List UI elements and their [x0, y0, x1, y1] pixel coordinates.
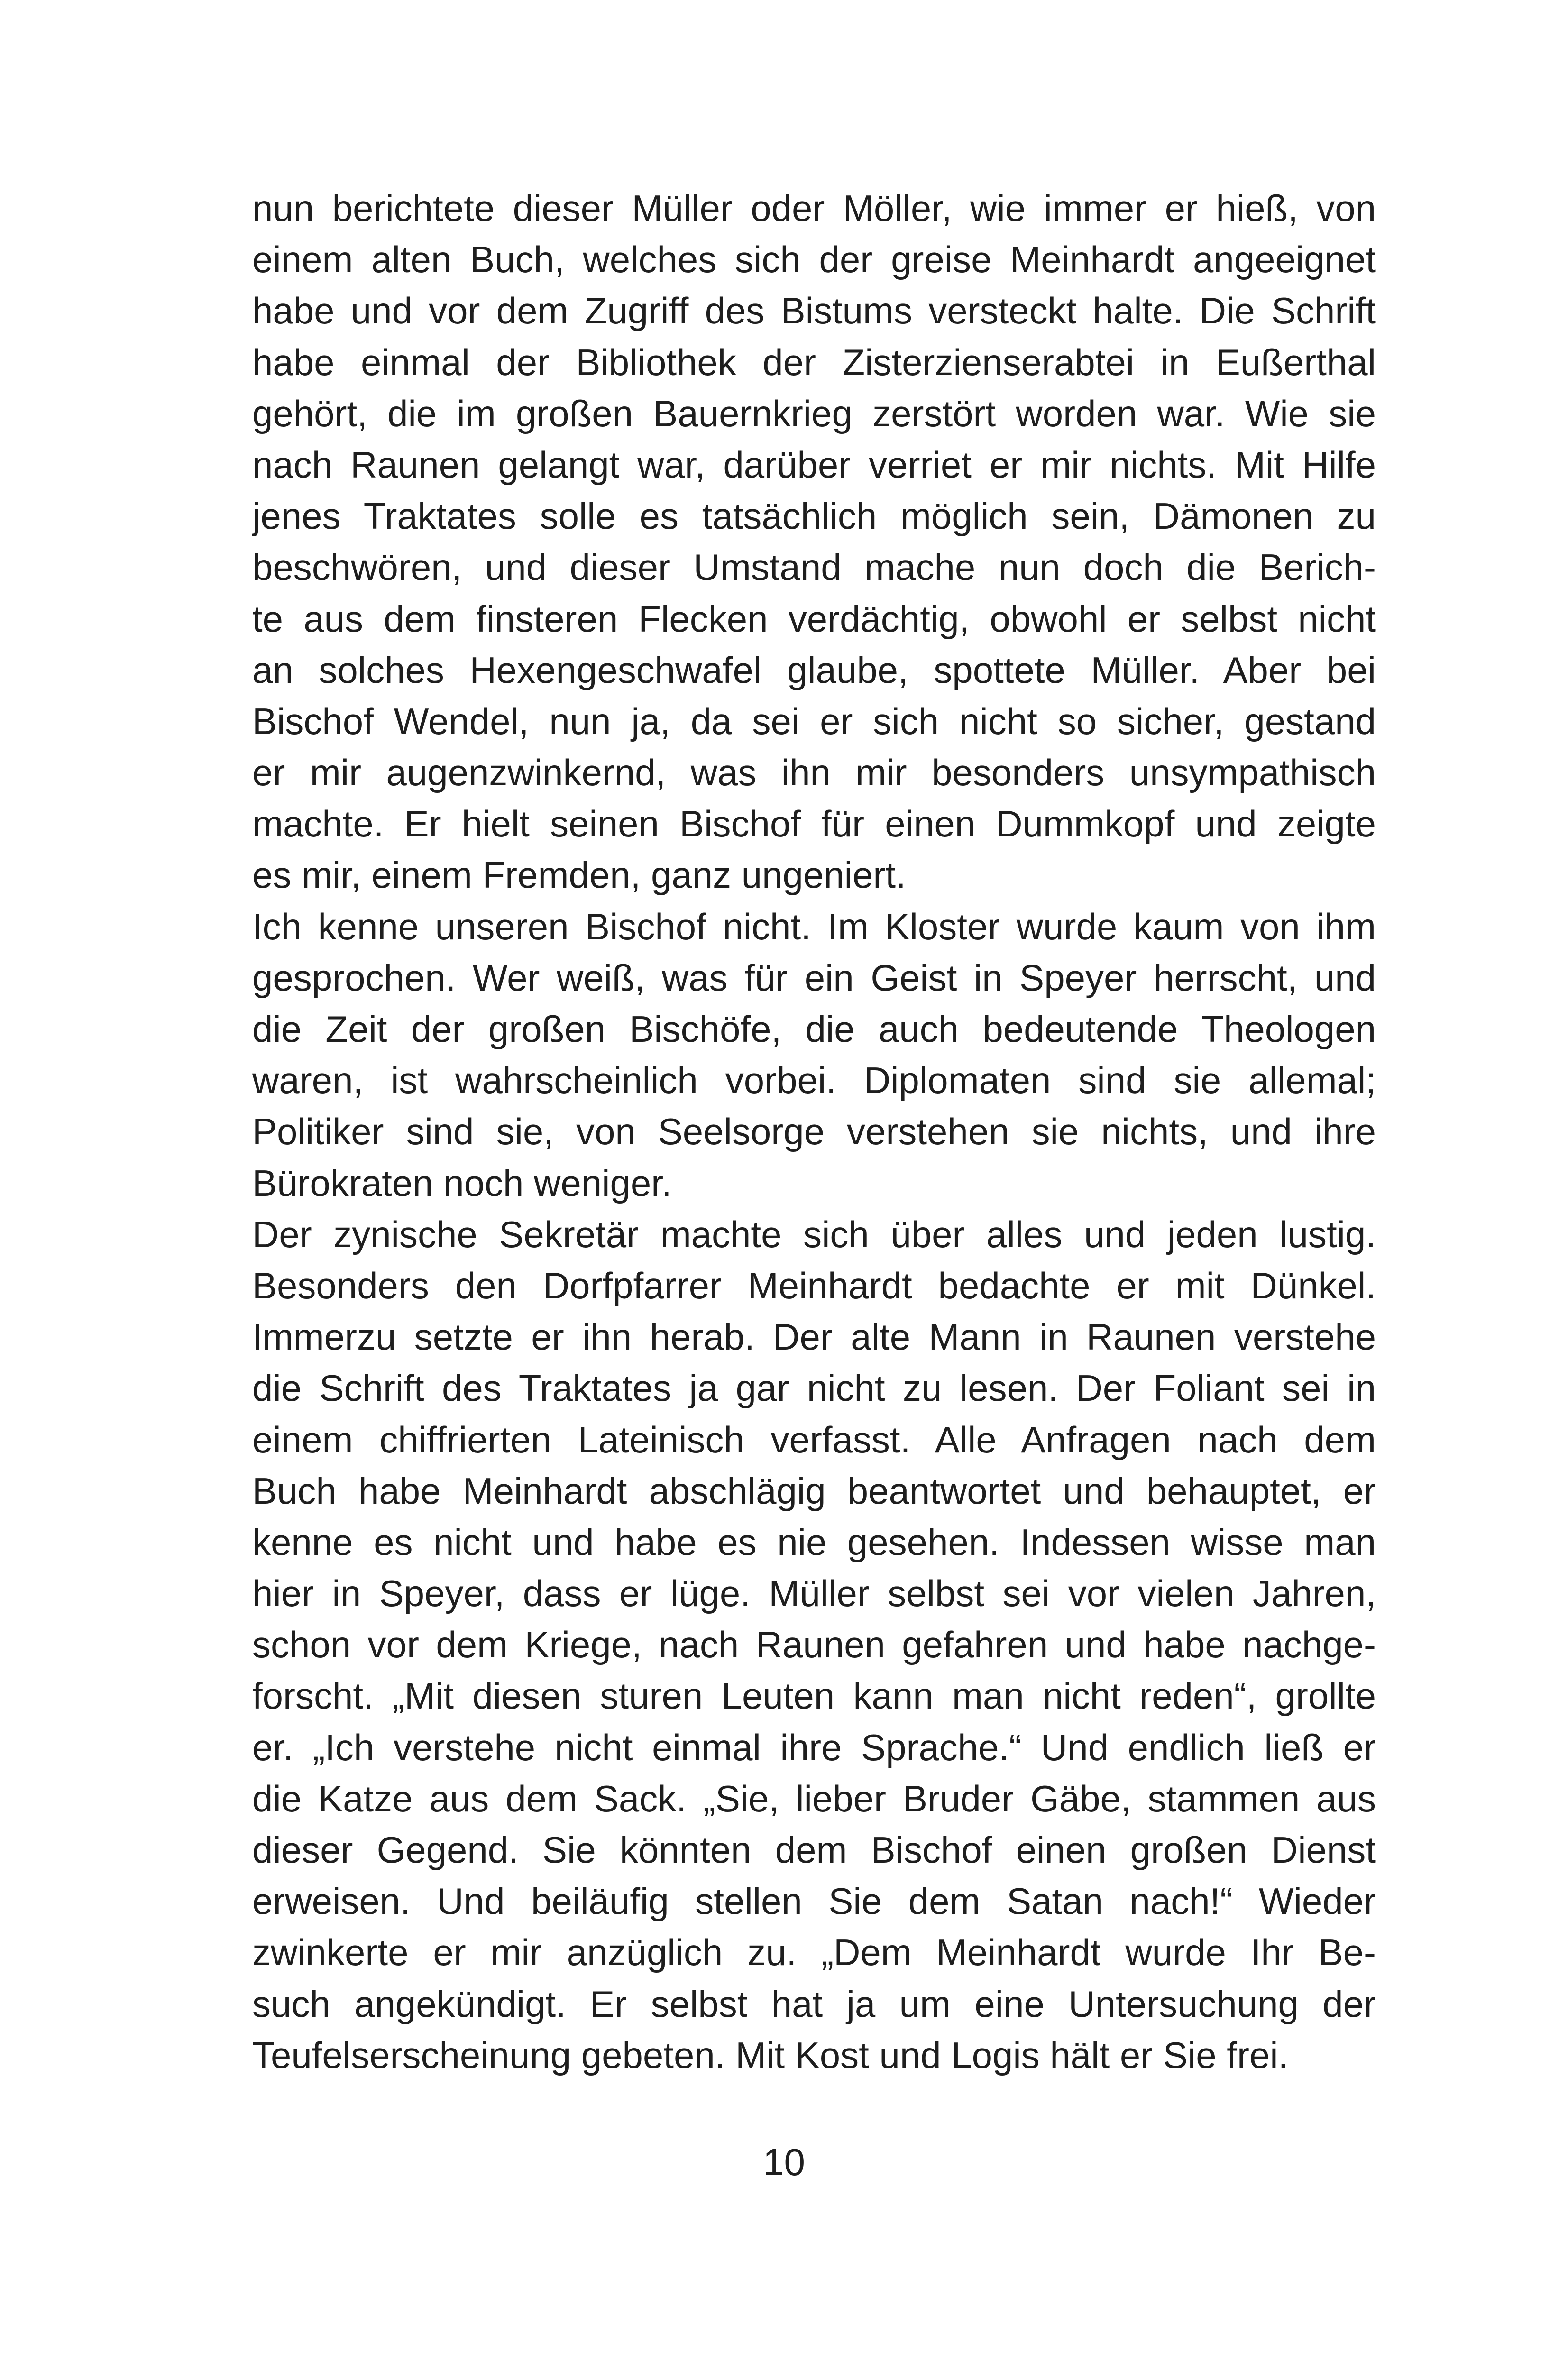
text-line: Teufelserscheinung gebeten. Mit Kost und Logis hält er Sie frei.	[252, 2034, 1289, 2076]
text-line: er. „Ich verstehe nicht einmal ihre Sprache.“ Und endlich ließ er	[252, 1726, 1376, 1768]
text-line: die Zeit der großen Bischöfe, die auch bedeutende Theologen	[252, 1008, 1376, 1050]
body-text	[252, 183, 1376, 2081]
page-number: 10	[763, 2141, 805, 2183]
text-line: Politiker sind sie, von Seelsorge verstehen sie nichts, und ihre	[252, 1111, 1376, 1153]
text-line: kenne es nicht und habe es nie gesehen. Indessen wisse man	[252, 1521, 1376, 1563]
text-line: es mir, einem Fremden, ganz ungeniert.	[252, 854, 906, 896]
text-line: habe einmal der Bibliothek der Zisterzienserabtei in Eußerthal	[252, 341, 1376, 383]
text-line: an solches Hexengeschwafel glaube, spottete Müller. Aber bei	[252, 649, 1376, 691]
text-line: forscht. „Mit diesen sturen Leuten kann man nicht reden“, grollte	[252, 1675, 1376, 1717]
text-line: die Schrift des Traktates ja gar nicht zu lesen. Der Foliant sei in	[252, 1367, 1376, 1409]
text-line: einem chiffrierten Lateinisch verfasst. Alle Anfragen nach dem	[252, 1418, 1376, 1461]
text-line: waren, ist wahrscheinlich vorbei. Diplomaten sind sie allemal;	[252, 1059, 1376, 1102]
text-line: Ich kenne unseren Bischof nicht. Im Kloster wurde kaum von ihm	[252, 905, 1376, 947]
text-line: nun berichtete dieser Müller oder Möller, wie immer er hieß, von	[252, 187, 1376, 229]
text-line: dieser Gegend. Sie könnten dem Bischof einen großen Dienst	[252, 1829, 1376, 1871]
text-line: jenes Traktates solle es tatsächlich möglich sein, Dämonen zu	[252, 495, 1376, 537]
text-line: schon vor dem Kriege, nach Raunen gefahren und habe nachge-	[252, 1624, 1376, 1666]
text-line: erweisen. Und beiläufig stellen Sie dem Satan nach!“ Wieder	[252, 1880, 1376, 1922]
text-line: Der zynische Sekretär machte sich über alles und jeden lustig.	[252, 1213, 1376, 1255]
text-line: einem alten Buch, welches sich der greise Meinhardt angeeignet	[252, 239, 1376, 281]
text-line: hier in Speyer, dass er lüge. Müller selbst sei vor vielen Jahren,	[252, 1572, 1376, 1615]
text-line: die Katze aus dem Sack. „Sie, lieber Bruder Gäbe, stammen aus	[252, 1777, 1376, 1820]
text-line: Besonders den Dorfpfarrer Meinhardt bedachte er mit Dünkel.	[252, 1264, 1376, 1306]
text-line: Bürokraten noch weniger.	[252, 1162, 672, 1204]
text-line: beschwören, und dieser Umstand mache nun doch die Berich-	[252, 546, 1376, 588]
text-line: gehört, die im großen Bauernkrieg zerstört worden war. Wie sie	[252, 392, 1376, 434]
text-line: te aus dem finsteren Flecken verdächtig, obwohl er selbst nicht	[252, 597, 1376, 640]
text-line: nach Raunen gelangt war, darüber verriet er mir nichts. Mit Hilfe	[252, 443, 1376, 486]
text-line: er mir augenzwinkernd, was ihn mir besonders unsympathisch	[252, 752, 1376, 794]
text-line: Bischof Wendel, nun ja, da sei er sich nicht so sicher, gestand	[252, 700, 1376, 742]
text-line: Immerzu setzte er ihn herab. Der alte Mann in Raunen verstehe	[252, 1316, 1376, 1358]
text-line: zwinkerte er mir anzüglich zu. „Dem Meinhardt wurde Ihr Be-	[252, 1931, 1376, 1974]
text-line: habe und vor dem Zugriff des Bistums versteckt halte. Die Schrift	[252, 290, 1376, 332]
text-line: such angekündigt. Er selbst hat ja um eine Untersuchung der	[252, 1983, 1376, 2025]
text-line: gesprochen. Wer weiß, was für ein Geist in Speyer herrscht, und	[252, 956, 1376, 999]
text-line: Buch habe Meinhardt abschlägig beantwortet und behauptet, er	[252, 1470, 1376, 1512]
text-line: machte. Er hielt seinen Bischof für einen Dummkopf und zeigte	[252, 803, 1376, 845]
